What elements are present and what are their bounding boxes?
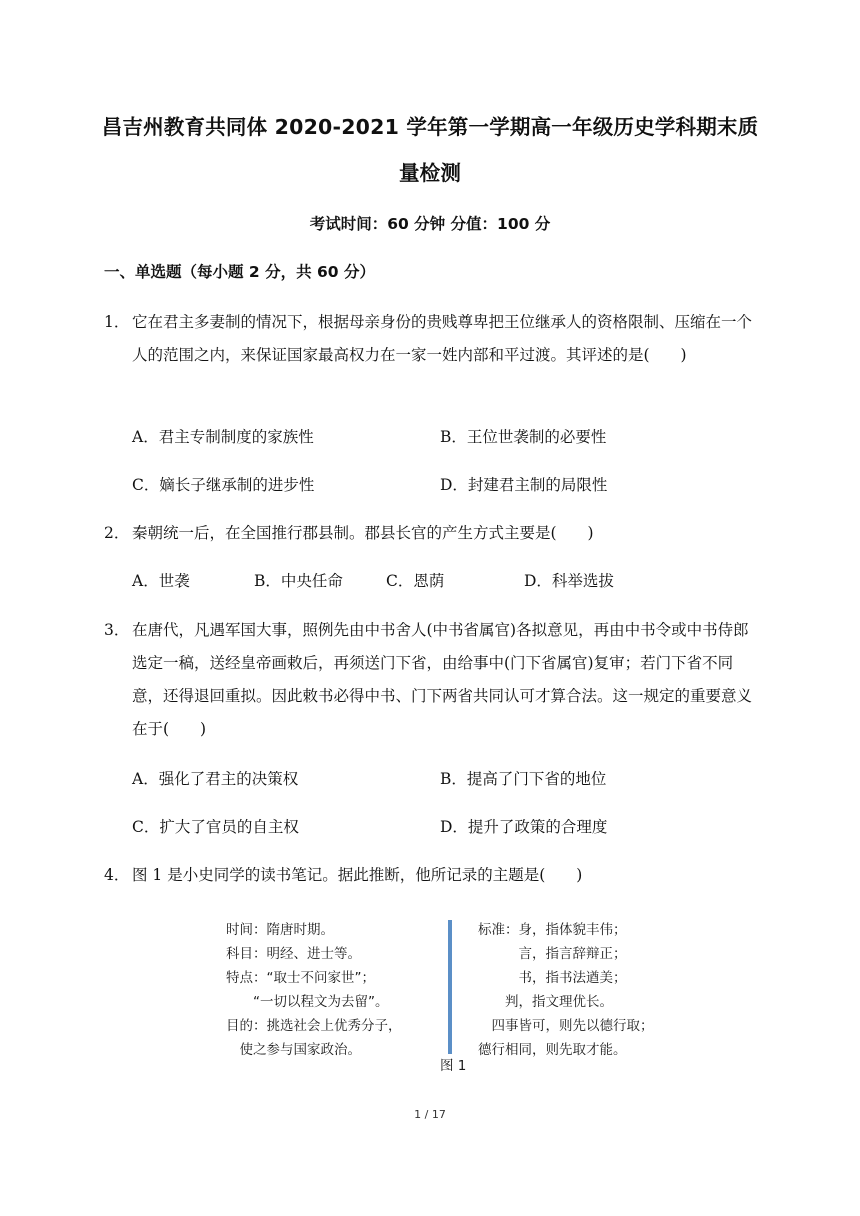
question-1 xyxy=(104,306,764,372)
figure-line: 书，指书法遒美； xyxy=(478,970,627,986)
option-c: C．扩大了官员的自主权 xyxy=(132,818,299,836)
page-number: 1 / 17 xyxy=(414,1108,446,1121)
option-d: D．封建君主制的局限性 xyxy=(440,476,608,494)
figure-line: 四事皆可，则先以德行取； xyxy=(478,1018,654,1034)
question-number: 2． xyxy=(104,524,130,542)
figure-line: “一切以程文为去留”。 xyxy=(226,994,389,1010)
question-number: 4． xyxy=(104,866,130,884)
question-text: 秦朝统一后，在全国推行郡县制。郡县长官的产生方式主要是( ) xyxy=(132,524,594,542)
question-number: 1． xyxy=(104,313,130,331)
option-b: B．中央任命 xyxy=(254,572,343,590)
option-b: B．王位世袭制的必要性 xyxy=(440,428,607,446)
figure-line: 言，指言辞辩正； xyxy=(478,946,627,962)
option-a: A．世袭 xyxy=(132,572,190,590)
option-b: B．提高了门下省的地位 xyxy=(440,770,607,788)
figure-line: 目的：挑选社会上优秀分子， xyxy=(226,1018,402,1034)
question-text: 它在君主多妻制的情况下，根据母亲身份的贵贱尊卑把王位继承人的资格限制、压缩在一个人的范围之内，来保证国家最高权力在一家一姓内部和平过渡。其评述的是( ) xyxy=(132,313,753,364)
option-a: A．强化了君主的决策权 xyxy=(132,770,299,788)
figure-line: 使之参与国家政治。 xyxy=(226,1042,361,1058)
figure-line: 科目：明经、进士等。 xyxy=(226,946,361,962)
figure-line: 标准：身，指体貌丰伟； xyxy=(478,922,627,938)
figure-line: 判，指文理优长。 xyxy=(478,994,613,1010)
figure-line: 特点：“取士不问家世”； xyxy=(226,970,375,986)
question-text: 图 1 是小史同学的读书笔记。据此推断，他所记录的主题是( ) xyxy=(132,866,583,884)
question-2 xyxy=(104,517,764,550)
figure-reading-notes xyxy=(218,916,670,1076)
question-text: 在唐代，凡遇军国大事，照例先由中书舍人(中书省属官)各拟意见，再由中书令或中书侍郎选定一稿，送经皇帝画敕后，再须送门下省，由给事中(门下省属官)复审；若门下省不同意，还得退回重拟。因此敕书必得中书、门下两省共同认可才算合法。这一规定的重要意义在于( ) xyxy=(132,621,753,738)
figure-divider xyxy=(448,920,452,1054)
section-heading: 一、单选题（每小题 2 分，共 60 分） xyxy=(104,263,375,281)
option-d: D．科举选拔 xyxy=(524,572,614,590)
figure-right-column xyxy=(478,918,654,1062)
figure-left-column xyxy=(226,918,402,1062)
option-a: A．君主专制制度的家族性 xyxy=(132,428,314,446)
question-4 xyxy=(104,859,764,892)
option-c: C．嫡长子继承制的进步性 xyxy=(132,476,315,494)
exam-info: 考试时间：60 分钟 分值：100 分 xyxy=(309,215,551,233)
figure-caption: 图 1 xyxy=(440,1058,467,1074)
question-number: 3． xyxy=(104,621,130,639)
exam-title: 昌吉州教育共同体 2020-2021 学年第一学期高一年级历史学科期末质量检测 xyxy=(101,115,759,185)
option-d: D．提升了政策的合理度 xyxy=(440,818,608,836)
figure-line: 时间：隋唐时期。 xyxy=(226,922,334,938)
question-3 xyxy=(104,614,764,746)
figure-line: 德行相同，则先取才能。 xyxy=(478,1042,627,1058)
option-c: C．恩荫 xyxy=(386,572,445,590)
